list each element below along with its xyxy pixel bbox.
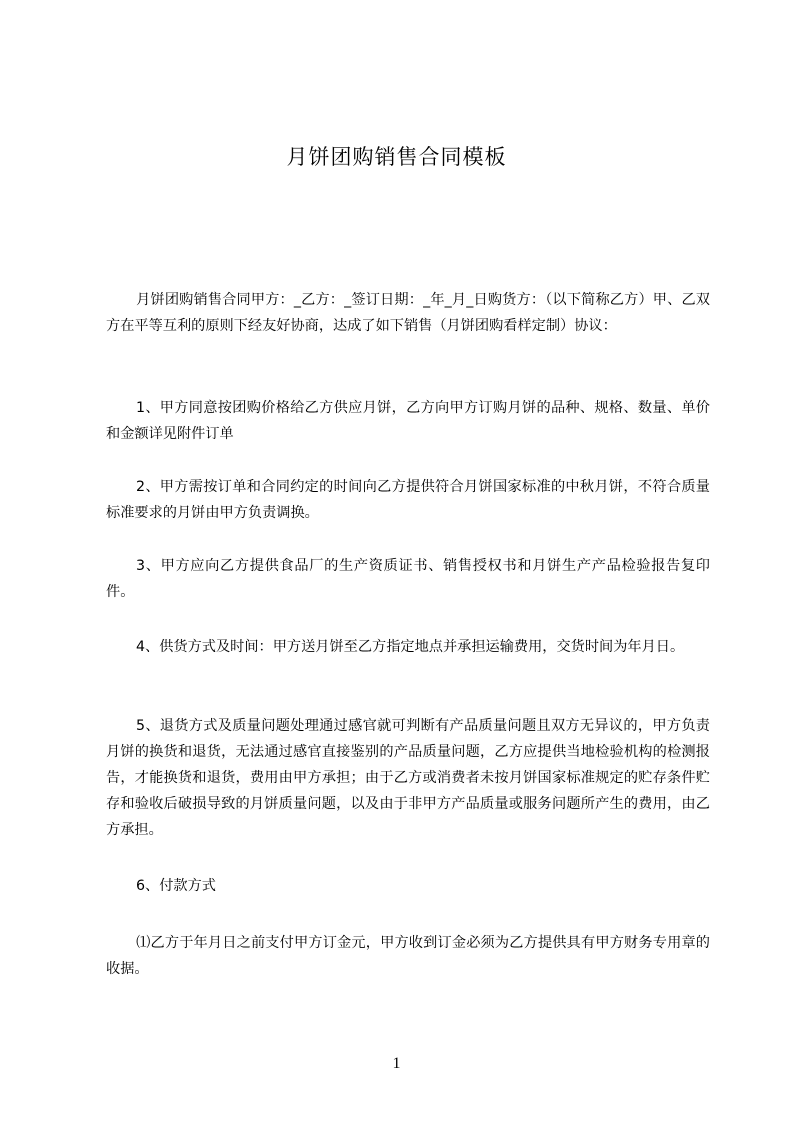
clause-1-paragraph: [106, 395, 710, 447]
clause-5-paragraph: [106, 713, 710, 843]
clause-3-paragraph: [106, 553, 710, 605]
clause-4-paragraph: [106, 634, 710, 660]
clause-6-heading: [106, 873, 710, 899]
intro-paragraph: [106, 287, 710, 339]
clause-5-text: 5、退货方式及质量问题处理通过感官就可判断有产品质量问题且双方无异议的，甲方负责月饼的换货和退货，无法通过感官直接鉴别的产品质量问题，乙方应提供当地检验机构的检测报告，才能换货和退货，费用由甲方承担；由于乙方或消费者未按月饼国家标准规定的贮存条件贮存和验收后破损导致的月饼质量问题，以及由于非甲方产品质量或服务问题所产生的费用，由乙方承担。: [106, 718, 710, 838]
clause-6-1-paragraph: [106, 930, 710, 982]
document-title: 月饼团购销售合同模板: [286, 145, 507, 169]
clause-6-text: 6、付款方式: [136, 878, 216, 894]
clause-6-1-text: ⑴乙方于年月日之前支付甲方订金元，甲方收到订金必须为乙方提供具有甲方财务专用章的收据。: [106, 935, 710, 977]
page-number: 1: [392, 1055, 401, 1072]
clause-2-paragraph: [106, 474, 710, 526]
intro-paragraph-text: 月饼团购销售合同甲方：_乙方：_签订日期：_年_月_日购货方：（以下简称乙方）甲、乙双方在平等互利的原则下经友好协商，达成了如下销售（月饼团购看样定制）协议：: [106, 292, 710, 334]
clause-3-text: 3、甲方应向乙方提供食品厂的生产资质证书、销售授权书和月饼生产产品检验报告复印件。: [106, 558, 710, 600]
clause-1-text: 1、甲方同意按团购价格给乙方供应月饼，乙方向甲方订购月饼的品种、规格、数量、单价和金额详见附件订单: [106, 400, 710, 442]
clause-2-text: 2、甲方需按订单和合同约定的时间向乙方提供符合月饼国家标准的中秋月饼，不符合质量标准要求的月饼由甲方负责调换。: [106, 479, 710, 521]
clause-4-text: 4、供货方式及时间：甲方送月饼至乙方指定地点并承担运输费用，交货时间为年月日。: [136, 639, 685, 655]
